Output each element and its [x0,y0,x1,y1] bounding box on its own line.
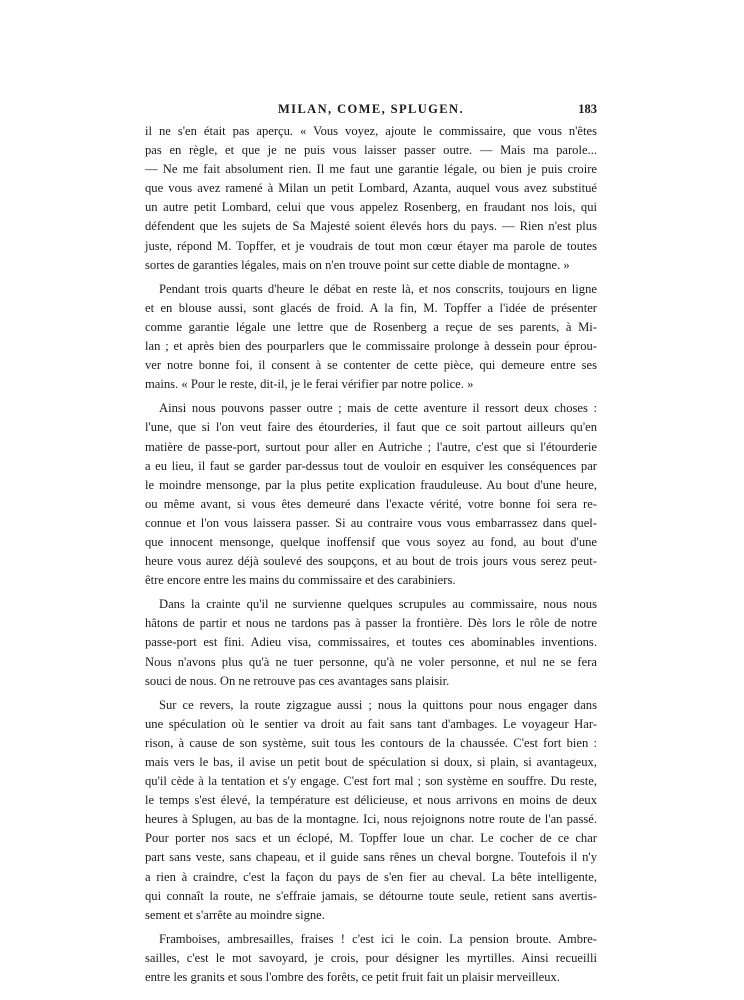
text-line: Dans la crainte qu'il ne survienne quelques scrupules au commissaire, nous nous [159,597,597,612]
text-line: mains. « Pour le reste, dit-il, je le ferai vérifier par notre police. » [145,377,474,392]
text-line: ou même avant, si vous êtes demeuré dans l'exacte vérité, votre bonne foi sera re- [145,496,597,511]
text-line: un autre petit Lombard, celui que vous appelez Rosenberg, en fraudant nos lois, qui [145,200,597,215]
text-line: hâtons de partir et nous ne tardons pas à passer la frontière. Dès lors le rôle de notre [145,616,597,631]
text-line: mais vers le bas, il avise un petit bout de spéculation si doux, si plain, si avantageux, [145,755,597,769]
text-line: qu'il cède à la tentation et s'y engage. C'est fort mal ; son système en souffre. Du reste, [145,774,597,789]
text-line: connue et l'on vous laissera passer. Si au contraire vous vous embarrassez dans quel- [145,515,597,530]
text-line: souci de nous. On ne retrouve pas ces avantages sans plaisir. [145,673,450,688]
text-line: Pour porter nos sacs et un éclopé, M. Topffer loue un char. Le cocher de ce char [145,831,597,846]
paragraph [145,930,597,987]
text-line: défendent que les sujets de Sa Majesté soient élevés hors du pays. — Rien n'est plus [145,219,597,234]
page-header [145,102,597,120]
text-line: entre les granits et sous l'ombre des forêts, ce petit fruit fait un plaisir merveilleux. [145,970,560,985]
text-line: Pendant trois quarts d'heure le débat en reste là, et nos conscrits, toujours en ligne [159,281,597,296]
text-line: comme garantie légale une lettre que de Rosenberg a reçue de ses parents, à Mi- [145,319,597,334]
text-line: juste, répond M. Topffer, et je voudrais de tout mon cœur étayer ma parole de toutes [145,238,597,253]
body-text [145,122,597,992]
text-line: pas en règle, et que je ne puis vous laisser passer outre. — Mais ma parole... [145,143,597,158]
text-line: matière de passe-port, surtout pour aller en Autriche ; l'autre, c'est que si l'étourderie [145,439,597,454]
text-line: une spéculation où le sentier va droit au fait sans tant d'ambages. Le voyageur Har- [145,716,597,731]
paragraph [145,399,597,590]
paragraph [145,122,597,275]
page-number: 183 [578,102,597,116]
text-line: le moindre mensonge, par la plus petite explication frauduleuse. Au bout d'une heure, [145,477,597,492]
text-line: sortes de garanties légales, mais on n'en trouve point sur cette diable de montagne. » [145,257,570,272]
text-line: qui connaît la route, ne s'effraie jamais, se détourne toute seule, retient sans avertis- [145,888,597,903]
text-line: — Ne me fait absolument rien. Il me faut une garantie légale, ou bien je puis croire [145,162,597,177]
text-line: être encore entre les mains du commissaire et des carabiniers. [145,573,456,588]
paragraph [145,280,597,395]
text-line: Sur ce revers, la route zigzague aussi ; nous la quittons pour nous engager dans [159,697,597,712]
paragraph [145,696,597,925]
text-line: a rien à craindre, c'est la façon du pays de s'en fier au cheval. La bête intelligente, [145,869,597,884]
text-line: Nous n'avons plus qu'à ne tuer personne, qu'à ne voler personne, et nul ne se fera [145,654,597,669]
text-line: passe-port est fini. Adieu visa, commissaires, et toutes ces abominables inventions. [145,635,597,650]
text-line: le temps s'est élevé, la température est délicieuse, et nous arrivons en moins de deux [145,793,597,808]
running-title: MILAN, COME, SPLUGEN. [277,102,464,116]
text-line: l'une, que si l'on veut faire des étourderies, il faut que ce soit partout ailleurs qu'en [145,420,597,435]
text-line: et en blouse aussi, sont glacés de froid. A la fin, M. Topffer a l'idée de présenter [145,300,597,315]
text-line: heure vous aurez déjà soulevé des soupçons, et au bout de trois jours vous serez peut- [145,554,597,569]
text-line: que innocent mensonge, quelque inoffensif que vous soyez au fond, au bout d'une [145,534,597,549]
paragraph [145,595,597,690]
text-line: lan ; et après bien des pourparlers que le commissaire prolonge à dessein pour éprou- [145,339,597,354]
text-line: rison, à cause de son système, suit tous les contours de la chaussée. C'est fort bien : [145,735,597,750]
text-line: ver notre bonne foi, il consent à se contenter de cette pièce, qui demeure entre ses [145,358,597,373]
text-line: sailles, c'est le mot savoyard, je crois, pour désigner les myrtilles. Ainsi recueilli [145,950,597,965]
text-line: il ne s'en était pas aperçu. « Vous voyez, ajoute le commissaire, que vous n'êtes [145,124,597,138]
text-line: sement et s'arrête au moindre signe. [145,907,325,922]
text-line: part sans veste, sans chapeau, et il guide sans rênes un cheval borgne. Toutefois il n'y [145,850,597,865]
text-line: Framboises, ambresailles, fraises ! c'est ici le coin. La pension broute. Ambre- [159,931,597,946]
text-line: a eu lieu, il faut se garder par-dessus tout de vouloir en esquiver les conséquences par [145,458,597,473]
text-line: heures à Splugen, au bas de la montagne. Ici, nous rejoignons notre route de l'an passé. [145,812,597,827]
text-line: que vous avez ramené à Milan un petit Lombard, Azanta, auquel vous avez substitué [145,181,597,196]
text-line: Ainsi nous pouvons passer outre ; mais de cette aventure il ressort deux choses : [159,401,597,416]
